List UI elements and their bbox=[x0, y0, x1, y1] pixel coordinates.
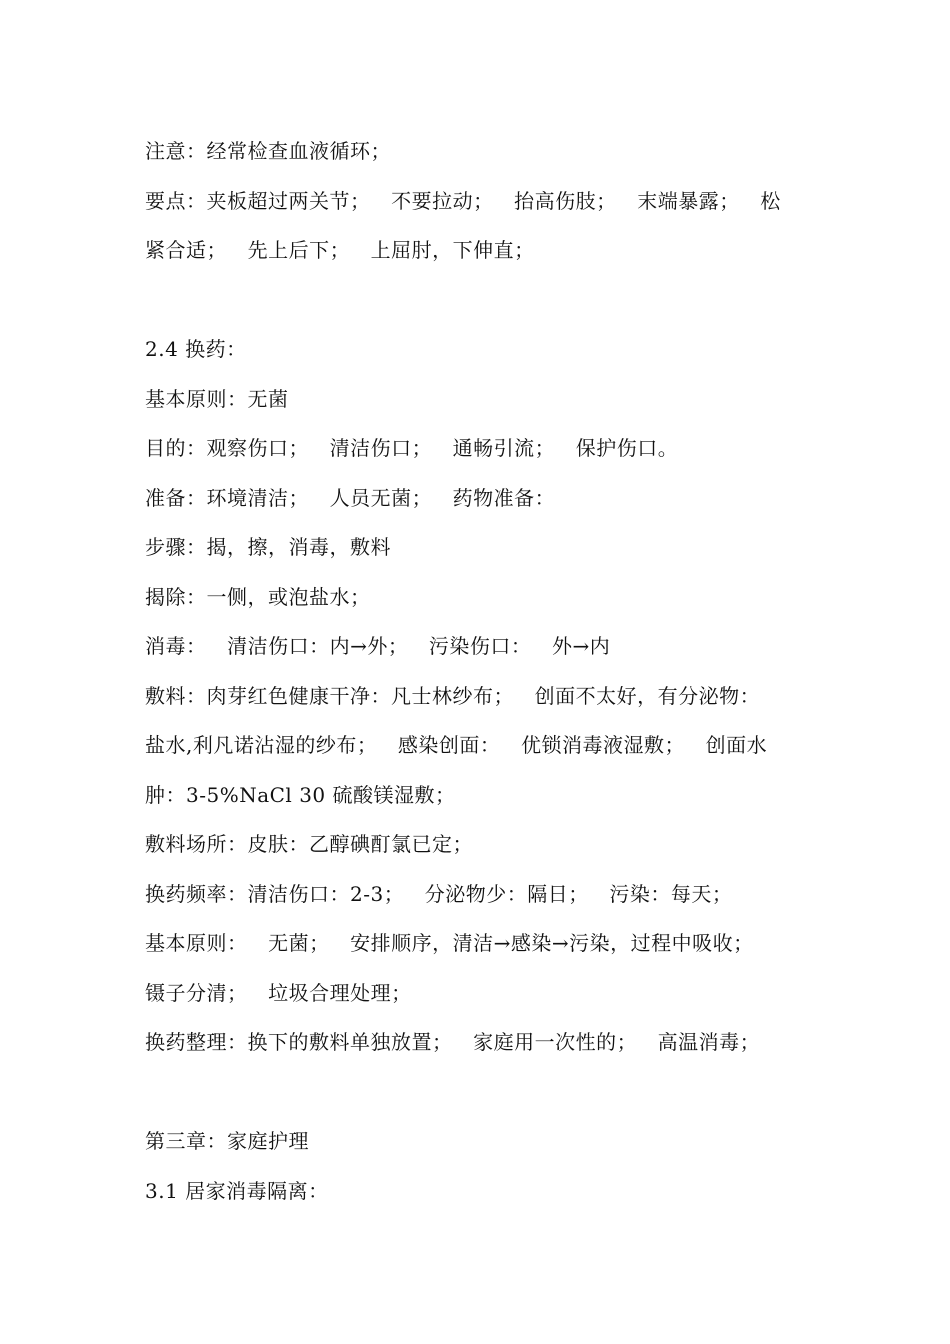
text-line: 镊子分清； 垃圾合理处理； bbox=[145, 980, 412, 1005]
document-body bbox=[145, 127, 810, 1216]
text-line: 紧合适； 先上后下； 上屈肘，下伸直； bbox=[145, 238, 535, 262]
text-line: 准备：环境清洁； 人员无菌； 药物准备： bbox=[145, 485, 556, 510]
text-line: 基本原则： 无菌； 安排顺序，清洁→感染→污染，过程中吸收； bbox=[145, 931, 754, 955]
text-line: 换药整理：换下的敷料单独放置； 家庭用一次性的； 高温消毒； bbox=[145, 1030, 761, 1054]
text-line: 基本原则：无菌 bbox=[145, 386, 289, 411]
chapter-heading: 第三章：家庭护理 bbox=[145, 1129, 309, 1153]
section-heading: 3.1 居家消毒隔离： bbox=[145, 1178, 329, 1203]
text-line: 揭除：一侧，或泡盐水； bbox=[145, 584, 371, 609]
text-line: 要点：夹板超过两关节； 不要拉动； 抬高伤肢； 末端暴露； 松 bbox=[145, 188, 781, 213]
text-line: 敷料：肉芽红色健康干净：凡士林纱布； 创面不太好，有分泌物： bbox=[145, 683, 761, 708]
text-line: 换药频率：清洁伤口：2-3； 分泌物少：隔日； 污染：每天； bbox=[145, 881, 733, 906]
text-line: 盐水,利凡诺沾湿的纱布； 感染创面： 优锁消毒液湿敷； 创面水 bbox=[145, 733, 768, 757]
text-line: 步骤：揭，擦，消毒，敷料 bbox=[145, 535, 391, 559]
blank-line bbox=[145, 1068, 810, 1118]
text-line: 肿：3-5%NaCl 30 硫酸镁湿敷； bbox=[145, 782, 456, 807]
blank-line bbox=[145, 276, 810, 326]
text-line: 目的：观察伤口； 清洁伤口； 通畅引流； 保护伤口。 bbox=[145, 436, 679, 460]
section-heading: 2.4 换药： bbox=[145, 337, 247, 361]
text-line: 敷料场所：皮肤：乙醇碘酊氯已定； bbox=[145, 832, 473, 856]
text-line: 消毒： 清洁伤口：内→外； 污染伤口： 外→内 bbox=[145, 634, 611, 658]
text-line: 注意：经常检查血液循环； bbox=[145, 139, 391, 163]
